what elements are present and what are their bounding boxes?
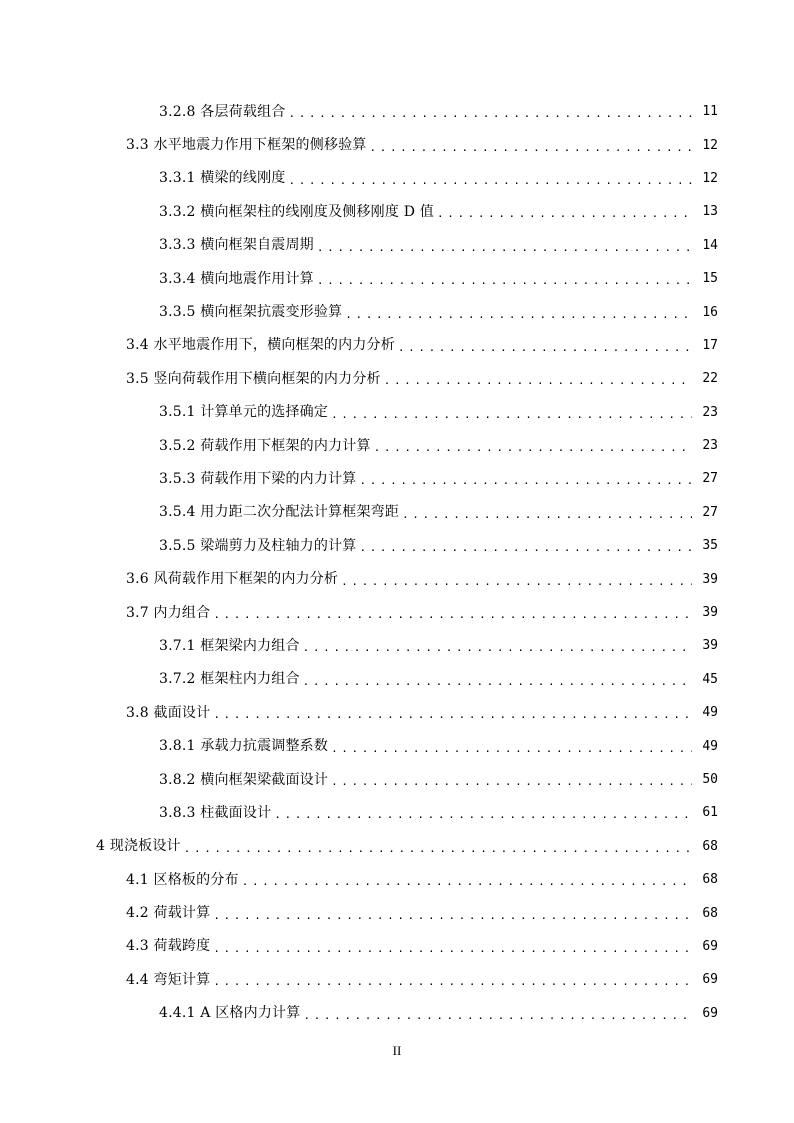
toc-page-number: 27 [702,471,718,487]
toc-entry-title: 3.2.8 各层荷载组合 [159,103,286,120]
toc-page-number: 27 [702,504,718,520]
toc-page-number: 49 [702,738,718,754]
toc-entry-title: 3.3.2 横向框架柱的线刚度及侧移刚度 D 值 [159,203,434,220]
toc-entry[interactable] [0,997,794,1030]
toc-entry[interactable] [0,763,794,796]
toc-entry[interactable] [0,629,794,662]
toc-dot-leader [370,142,692,153]
toc-entry-title: 4.4.1 A 区格内力计算 [159,1005,301,1022]
toc-dot-leader [213,910,692,921]
toc-entry[interactable] [0,663,794,696]
toc-entry[interactable] [0,329,794,362]
toc-page-number: 23 [702,404,718,420]
toc-page-number: 39 [702,638,718,654]
toc-entry-title: 3.8.2 横向框架梁截面设计 [159,771,329,788]
toc-entry[interactable] [0,362,794,395]
toc-dot-leader [303,1010,692,1021]
toc-entry-title: 4.2 荷载计算 [126,905,211,922]
toc-entry[interactable] [0,262,794,295]
toc-dot-leader [288,175,692,186]
toc-entry[interactable] [0,195,794,228]
toc-entry-title: 3.8 截面设计 [126,704,211,721]
toc-entry[interactable] [0,95,794,128]
toc-entry[interactable] [0,229,794,262]
toc-page-number: 39 [702,571,718,587]
toc-dot-leader [437,208,692,219]
toc-dot-leader [398,342,692,353]
toc-entry-title: 3.3.1 横梁的线刚度 [159,170,286,187]
toc-dot-leader [288,108,692,119]
toc-page-number: 45 [702,671,718,687]
toc-dot-leader [384,375,692,386]
toc-page-number: 69 [702,938,718,954]
toc-entry[interactable] [0,930,794,963]
toc-entry-title: 3.7.1 框架梁内力组合 [159,637,300,654]
toc-dot-leader [359,475,692,486]
toc-page-number: 22 [702,371,718,387]
toc-page-number: 23 [702,438,718,454]
toc-entry-title: 4.3 荷载跨度 [126,938,211,955]
toc-entry-title: 3.4 水平地震作用下，横向框架的内力分析 [126,337,395,354]
toc-entry[interactable] [0,562,794,595]
toc-entry[interactable] [0,529,794,562]
toc-page-number: 39 [702,605,718,621]
toc-page-number: 69 [702,1005,718,1021]
toc-entry-title: 3.6 风荷载作用下框架的内力分析 [126,571,339,588]
toc-entry-title: 3.5.2 荷载作用下框架的内力计算 [159,437,371,454]
toc-page-number: 68 [702,905,718,921]
toc-entry-title: 3.3.4 横向地震作用计算 [159,270,314,287]
toc-page-number: 12 [702,170,718,186]
toc-entry-title: 4 现浇板设计 [96,838,181,855]
toc-entry[interactable] [0,429,794,462]
toc-entry-title: 3.7 内力组合 [126,604,211,621]
toc-page-number: 14 [702,237,718,253]
toc-dot-leader [331,409,692,420]
page-number-footer: II [392,1043,402,1058]
toc-entry[interactable] [0,128,794,161]
toc-entry[interactable] [0,729,794,762]
toc-dot-leader [242,876,692,887]
toc-dot-leader [184,843,692,854]
toc-dot-leader [345,309,692,320]
toc-dot-leader [317,275,692,286]
toc-entry[interactable] [0,462,794,495]
toc-entry-title: 3.5.1 计算单元的选择确定 [159,404,329,421]
toc-dot-leader [374,442,692,453]
toc-entry-title: 3.7.2 框架柱内力组合 [159,671,300,688]
toc-entry-title: 4.1 区格板的分布 [126,871,239,888]
toc-page-number: 17 [702,337,718,353]
toc-page-number: 61 [702,805,718,821]
toc-entry-title: 3.8.3 柱截面设计 [159,804,272,821]
toc-dot-leader [331,743,692,754]
toc-dot-leader [317,242,692,253]
toc-entry[interactable] [0,396,794,429]
table-of-contents [0,95,794,1030]
toc-page-number: 49 [702,705,718,721]
toc-page-number: 16 [702,304,718,320]
toc-dot-leader [213,709,692,720]
toc-dot-leader [359,542,692,553]
toc-entry[interactable] [0,162,794,195]
toc-page-number: 15 [702,271,718,287]
toc-dot-leader [331,776,692,787]
toc-entry[interactable] [0,496,794,529]
toc-dot-leader [402,509,692,520]
toc-page-number: 35 [702,538,718,554]
toc-entry[interactable] [0,596,794,629]
toc-entry-title: 3.5.3 荷载作用下梁的内力计算 [159,470,357,487]
toc-entry-title: 3.5.5 梁端剪力及柱轴力的计算 [159,537,357,554]
toc-dot-leader [341,576,692,587]
toc-page-number: 11 [702,104,718,120]
toc-entry-title: 3.3 水平地震力作用下框架的侧移验算 [126,137,367,154]
toc-entry-title: 3.3.3 横向框架自震周期 [159,237,314,254]
toc-page-number: 13 [702,204,718,220]
toc-dot-leader [213,609,692,620]
toc-page-number: 68 [702,872,718,888]
toc-page-number: 69 [702,972,718,988]
toc-entry[interactable] [0,295,794,328]
toc-entry-title: 3.5.4 用力距二次分配法计算框架弯距 [159,504,400,521]
toc-page-number: 50 [702,772,718,787]
toc-entry[interactable] [0,696,794,729]
toc-entry[interactable] [0,796,794,829]
toc-entry[interactable] [0,863,794,896]
toc-dot-leader [213,943,692,954]
toc-dot-leader [303,676,692,687]
toc-entry-title: 3.8.1 承载力抗震调整系数 [159,738,329,755]
toc-dot-leader [303,642,692,653]
toc-entry-title: 4.4 弯矩计算 [126,971,211,988]
toc-entry-title: 3.5 竖向荷载作用下横向框架的内力分析 [126,370,381,387]
toc-dot-leader [274,809,692,820]
toc-entry[interactable] [0,896,794,929]
toc-page-number: 12 [702,137,718,153]
toc-entry-title: 3.3.5 横向框架抗震变形验算 [159,304,343,321]
toc-entry[interactable] [0,963,794,996]
toc-page-number: 68 [702,838,718,854]
toc-entry[interactable] [0,830,794,863]
toc-dot-leader [213,976,692,987]
